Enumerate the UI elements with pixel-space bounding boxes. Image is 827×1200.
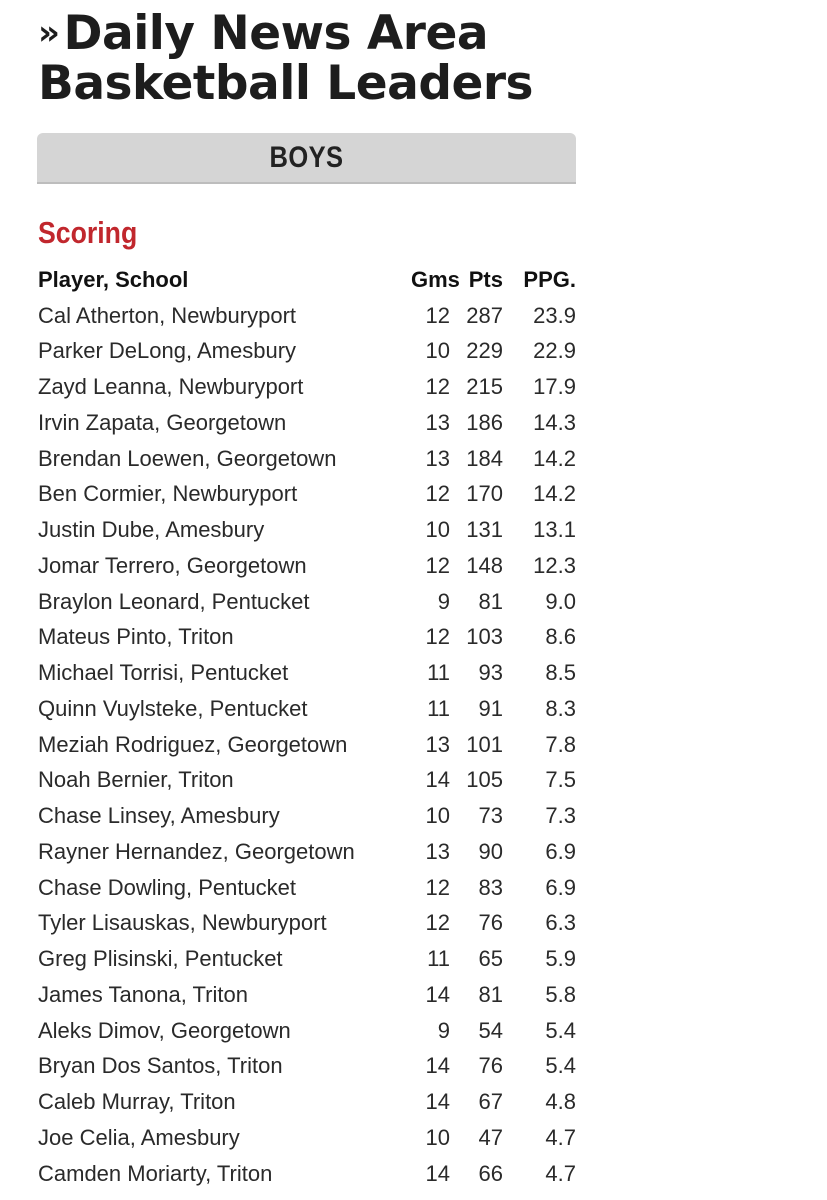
cell-pts: 91	[478, 695, 503, 721]
cell-player: Braylon Leonard, Pentucket	[38, 588, 310, 614]
cell-pts: 54	[478, 1017, 503, 1043]
cell-ppg: 8.5	[545, 660, 576, 686]
cell-ppg: 4.7	[545, 1160, 576, 1186]
cell-ppg: 22.9	[533, 338, 576, 364]
column-header-pts: Pts	[468, 266, 503, 292]
cell-ppg: 7.8	[545, 731, 576, 757]
table-row	[38, 798, 576, 834]
table-row	[38, 620, 576, 656]
cell-ppg: 9.0	[545, 588, 576, 614]
cell-gms: 11	[427, 660, 450, 686]
cell-pts: 103	[466, 624, 503, 650]
cell-player: Michael Torrisi, Pentucket	[38, 660, 289, 686]
column-header-ppg: PPG.	[523, 266, 576, 292]
table-row	[38, 369, 576, 405]
page-title	[38, 8, 598, 109]
section-bar-boys	[37, 133, 576, 184]
cell-ppg: 6.9	[545, 874, 576, 900]
cell-gms: 10	[425, 517, 450, 543]
cell-pts: 170	[466, 481, 503, 507]
table-row	[38, 977, 576, 1013]
cell-pts: 76	[478, 1053, 503, 1079]
cell-pts: 105	[466, 767, 503, 793]
cell-gms: 12	[425, 624, 450, 650]
cell-ppg: 7.3	[545, 803, 576, 829]
cell-gms: 12	[425, 552, 450, 578]
cell-gms: 12	[425, 374, 450, 400]
cell-player: Camden Moriarty, Triton	[38, 1160, 273, 1186]
table-header-row	[38, 262, 576, 298]
cell-pts: 73	[478, 803, 503, 829]
cell-gms: 12	[425, 481, 450, 507]
table-row	[38, 405, 576, 441]
table-row	[38, 477, 576, 513]
cell-pts: 131	[466, 517, 503, 543]
cell-pts: 90	[478, 838, 503, 864]
cell-player: Meziah Rodriguez, Georgetown	[38, 731, 348, 757]
cell-gms: 13	[425, 409, 450, 435]
cell-ppg: 6.9	[545, 838, 576, 864]
cell-gms: 10	[425, 803, 450, 829]
cell-ppg: 4.7	[545, 1124, 576, 1150]
column-header-gms: Gms	[411, 266, 460, 292]
table-row	[38, 906, 576, 942]
cell-pts: 101	[466, 731, 503, 757]
table-row	[38, 1084, 576, 1120]
table-row	[38, 941, 576, 977]
table-row	[38, 1120, 576, 1156]
cell-gms: 9	[437, 588, 450, 614]
cell-pts: 184	[466, 445, 503, 471]
cell-player: Chase Linsey, Amesbury	[38, 803, 280, 829]
table-row	[38, 441, 576, 477]
cell-pts: 93	[478, 660, 503, 686]
cell-pts: 83	[478, 874, 503, 900]
table-row	[38, 655, 576, 691]
cell-player: Irvin Zapata, Georgetown	[38, 409, 287, 435]
cell-player: Bryan Dos Santos, Triton	[38, 1053, 283, 1079]
cell-player: Jomar Terrero, Georgetown	[38, 552, 307, 578]
cell-player: Cal Atherton, Newburyport	[38, 302, 297, 328]
section-label: BOYS	[269, 140, 344, 174]
column-header-player: Player, School	[38, 266, 189, 292]
cell-player: Greg Plisinski, Pentucket	[38, 946, 283, 972]
table-row	[38, 512, 576, 548]
cell-ppg: 5.4	[545, 1017, 576, 1043]
cell-ppg: 14.2	[533, 481, 576, 507]
table-row	[38, 1013, 576, 1049]
cell-gms: 12	[425, 910, 450, 936]
cell-gms: 13	[425, 731, 450, 757]
table-row	[38, 1049, 576, 1085]
cell-pts: 215	[466, 374, 503, 400]
cell-ppg: 5.8	[545, 981, 576, 1007]
table-row	[38, 334, 576, 370]
cell-pts: 76	[478, 910, 503, 936]
cell-pts: 66	[478, 1160, 503, 1186]
cell-gms: 12	[425, 302, 450, 328]
table-row	[38, 1156, 576, 1192]
cell-pts: 81	[478, 981, 503, 1007]
cell-ppg: 12.3	[533, 552, 576, 578]
cell-pts: 65	[478, 946, 503, 972]
cell-gms: 13	[425, 445, 450, 471]
title-line-1	[38, 8, 598, 59]
category-heading-scoring: Scoring	[38, 215, 138, 250]
cell-player: Rayner Hernandez, Georgetown	[38, 838, 355, 864]
title-text-1: Daily News Area	[63, 6, 489, 61]
cell-player: Quinn Vuylsteke, Pentucket	[38, 695, 308, 721]
table-row	[38, 691, 576, 727]
cell-player: Mateus Pinto, Triton	[38, 624, 234, 650]
cell-player: Ben Cormier, Newburyport	[38, 481, 298, 507]
cell-ppg: 14.3	[533, 409, 576, 435]
cell-pts: 148	[466, 552, 503, 578]
cell-player: Aleks Dimov, Georgetown	[38, 1017, 291, 1043]
cell-gms: 14	[425, 981, 450, 1007]
cell-player: Justin Dube, Amesbury	[38, 517, 265, 543]
cell-player: Brendan Loewen, Georgetown	[38, 445, 337, 471]
cell-player: Chase Dowling, Pentucket	[38, 874, 297, 900]
cell-player: Caleb Murray, Triton	[38, 1089, 236, 1115]
cell-pts: 47	[478, 1124, 503, 1150]
cell-pts: 186	[466, 409, 503, 435]
cell-ppg: 13.1	[533, 517, 576, 543]
cell-pts: 67	[478, 1089, 503, 1115]
cell-ppg: 8.6	[545, 624, 576, 650]
cell-ppg: 4.8	[545, 1089, 576, 1115]
cell-gms: 12	[425, 874, 450, 900]
cell-gms: 14	[425, 1160, 450, 1186]
table-row	[38, 298, 576, 334]
cell-pts: 229	[466, 338, 503, 364]
cell-gms: 11	[427, 695, 450, 721]
cell-player: Noah Bernier, Triton	[38, 767, 234, 793]
cell-gms: 11	[427, 946, 450, 972]
cell-pts: 287	[466, 302, 503, 328]
table-row	[38, 834, 576, 870]
table-row	[38, 870, 576, 906]
cell-gms: 10	[425, 1124, 450, 1150]
cell-gms: 14	[425, 1089, 450, 1115]
title-marker: »	[38, 13, 60, 53]
cell-player: James Tanona, Triton	[38, 981, 248, 1007]
cell-ppg: 23.9	[533, 302, 576, 328]
cell-player: Joe Celia, Amesbury	[38, 1124, 240, 1150]
cell-gms: 14	[425, 767, 450, 793]
cell-ppg: 5.9	[545, 946, 576, 972]
table-row	[38, 584, 576, 620]
cell-ppg: 5.4	[545, 1053, 576, 1079]
table-row	[38, 548, 576, 584]
cell-gms: 9	[437, 1017, 450, 1043]
cell-player: Zayd Leanna, Newburyport	[38, 374, 304, 400]
scoring-table	[38, 262, 576, 1192]
cell-gms: 10	[425, 338, 450, 364]
cell-gms: 13	[425, 838, 450, 864]
cell-ppg: 8.3	[545, 695, 576, 721]
cell-player: Tyler Lisauskas, Newburyport	[38, 910, 327, 936]
cell-ppg: 6.3	[545, 910, 576, 936]
title-line-2: Basketball Leaders	[38, 56, 534, 111]
cell-ppg: 7.5	[545, 767, 576, 793]
cell-ppg: 14.2	[533, 445, 576, 471]
table-row	[38, 763, 576, 799]
cell-ppg: 17.9	[533, 374, 576, 400]
cell-pts: 81	[478, 588, 503, 614]
table-body	[38, 298, 576, 1192]
cell-gms: 14	[425, 1053, 450, 1079]
table-row	[38, 727, 576, 763]
cell-player: Parker DeLong, Amesbury	[38, 338, 297, 364]
